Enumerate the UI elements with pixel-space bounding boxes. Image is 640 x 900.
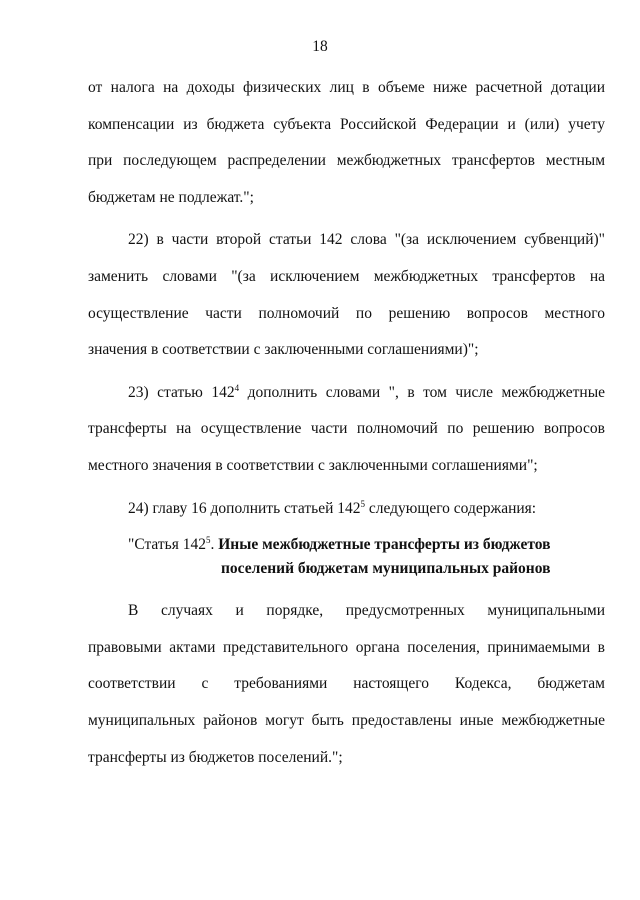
text-line: [88, 375, 605, 412]
text-line: компенсации из бюджета субъекта Российской Федерации и (или) учету: [88, 115, 605, 133]
paragraph-item-24: [88, 491, 605, 528]
text-line: бюджетам не подлежат.";: [88, 188, 254, 206]
text-line: 22) в части второй статьи 142 слова "(за исключением субвенций)": [128, 231, 605, 249]
text-line: при последующем распределении межбюджетных трансфертов местным: [88, 152, 605, 170]
text-fragment: дополнить словами ", в том числе межбюджетные: [239, 383, 605, 401]
article-label-dot: .: [210, 536, 219, 554]
text-line: от налога на доходы физических лиц в объеме ниже расчетной дотации: [88, 79, 605, 96]
superscript: 4: [234, 382, 240, 393]
text-fragment: 24) главу 16 дополнить статьей 142: [128, 499, 361, 517]
article-heading: [88, 533, 605, 581]
article-heading-line: [128, 533, 605, 557]
text-line: местного значения в соответствии с заключенными соглашениями";: [88, 456, 538, 474]
paragraph-continuation: [88, 70, 605, 216]
text-line: правовыми актами представительного органа поселения, принимаемыми в: [88, 638, 605, 656]
text-line: соответствии с требованиями настоящего Кодекса, бюджетам: [88, 675, 605, 693]
paragraph-article-body: [88, 593, 605, 776]
text-fragment: следующего содержания:: [365, 499, 537, 517]
text-line: осуществление части полномочий по решению вопросов местного: [88, 304, 605, 322]
text-line: трансферты из бюджетов поселений.";: [88, 748, 343, 766]
text-line: В случаях и порядке, предусмотренных муниципальными: [128, 602, 605, 620]
article-title: Иные межбюджетные трансферты из бюджетов: [218, 536, 551, 554]
superscript: 5: [206, 535, 211, 546]
article-title-continuation: поселений бюджетам муниципальных районов: [221, 560, 551, 578]
document-body: [88, 70, 605, 782]
superscript: 5: [360, 498, 365, 509]
text-fragment: 23) статью 142: [128, 383, 235, 401]
paragraph-item-22: [88, 222, 605, 368]
text-line: [88, 491, 605, 528]
text-line: трансферты на осуществление части полномочий по решению вопросов: [88, 420, 605, 438]
text-line: значения в соответствии с заключенными соглашениями)";: [88, 341, 479, 359]
text-line: муниципальных районов могут быть предоставлены иные межбюджетные: [88, 711, 605, 729]
paragraph-item-23: [88, 375, 605, 485]
page-number: 18: [312, 38, 328, 55]
article-label: "Статья 142: [128, 536, 206, 554]
text-line: заменить словами "(за исключением межбюджетных трансфертов на: [88, 267, 605, 285]
